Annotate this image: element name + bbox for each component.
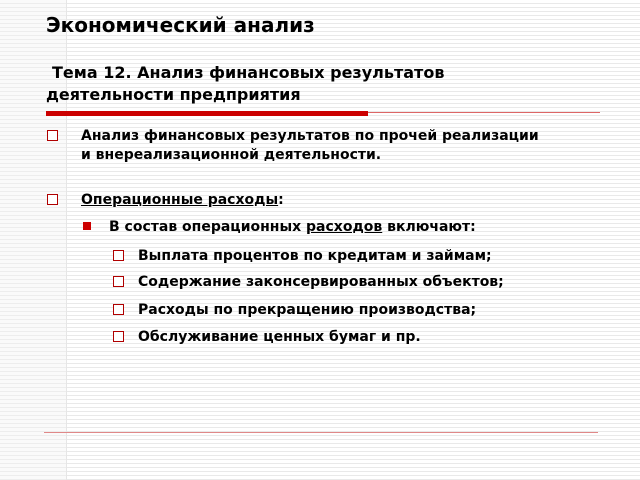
bullet-financial-results xyxy=(81,127,539,165)
composition-prefix: В состав операционных xyxy=(109,219,307,235)
bullet-square-icon xyxy=(113,331,124,342)
bullet-square-icon xyxy=(113,276,124,287)
bullet-square-icon xyxy=(113,250,124,261)
operating-expenses-label: Операционные расходы xyxy=(81,192,279,208)
composition-suffix: включают: xyxy=(382,219,476,235)
topic-title xyxy=(46,62,606,106)
sub-item-3: Расходы по прекращению производства; xyxy=(138,302,477,318)
title-underline-bar xyxy=(46,111,368,116)
bullet-composition xyxy=(109,218,476,237)
bullet-filled-square-icon xyxy=(83,222,91,230)
bullet-square-icon xyxy=(47,130,58,141)
bullet-operating-expenses xyxy=(81,191,284,210)
footer-line xyxy=(44,432,598,433)
header-title: Экономический анализ xyxy=(46,13,315,37)
topic-title-line2: деятельности предприятия xyxy=(46,85,301,104)
topic-title-line1: Тема 12. Анализ финансовых результатов xyxy=(52,63,445,82)
bullet-financial-results-line1: Анализ финансовых результатов по прочей реализации xyxy=(81,128,539,144)
bullet-square-icon xyxy=(47,194,58,205)
operating-expenses-colon: : xyxy=(278,192,284,208)
composition-emph: расходов xyxy=(306,219,383,235)
bullet-square-icon xyxy=(113,304,124,315)
bullet-financial-results-line2: и внереализационной деятельности. xyxy=(81,147,382,163)
sub-item-2: Содержание законсервированных объектов; xyxy=(138,274,504,290)
title-underline-line xyxy=(368,112,600,113)
sub-item-1: Выплата процентов по кредитам и займам; xyxy=(138,248,492,264)
sub-item-4: Обслуживание ценных бумаг и пр. xyxy=(138,329,421,345)
